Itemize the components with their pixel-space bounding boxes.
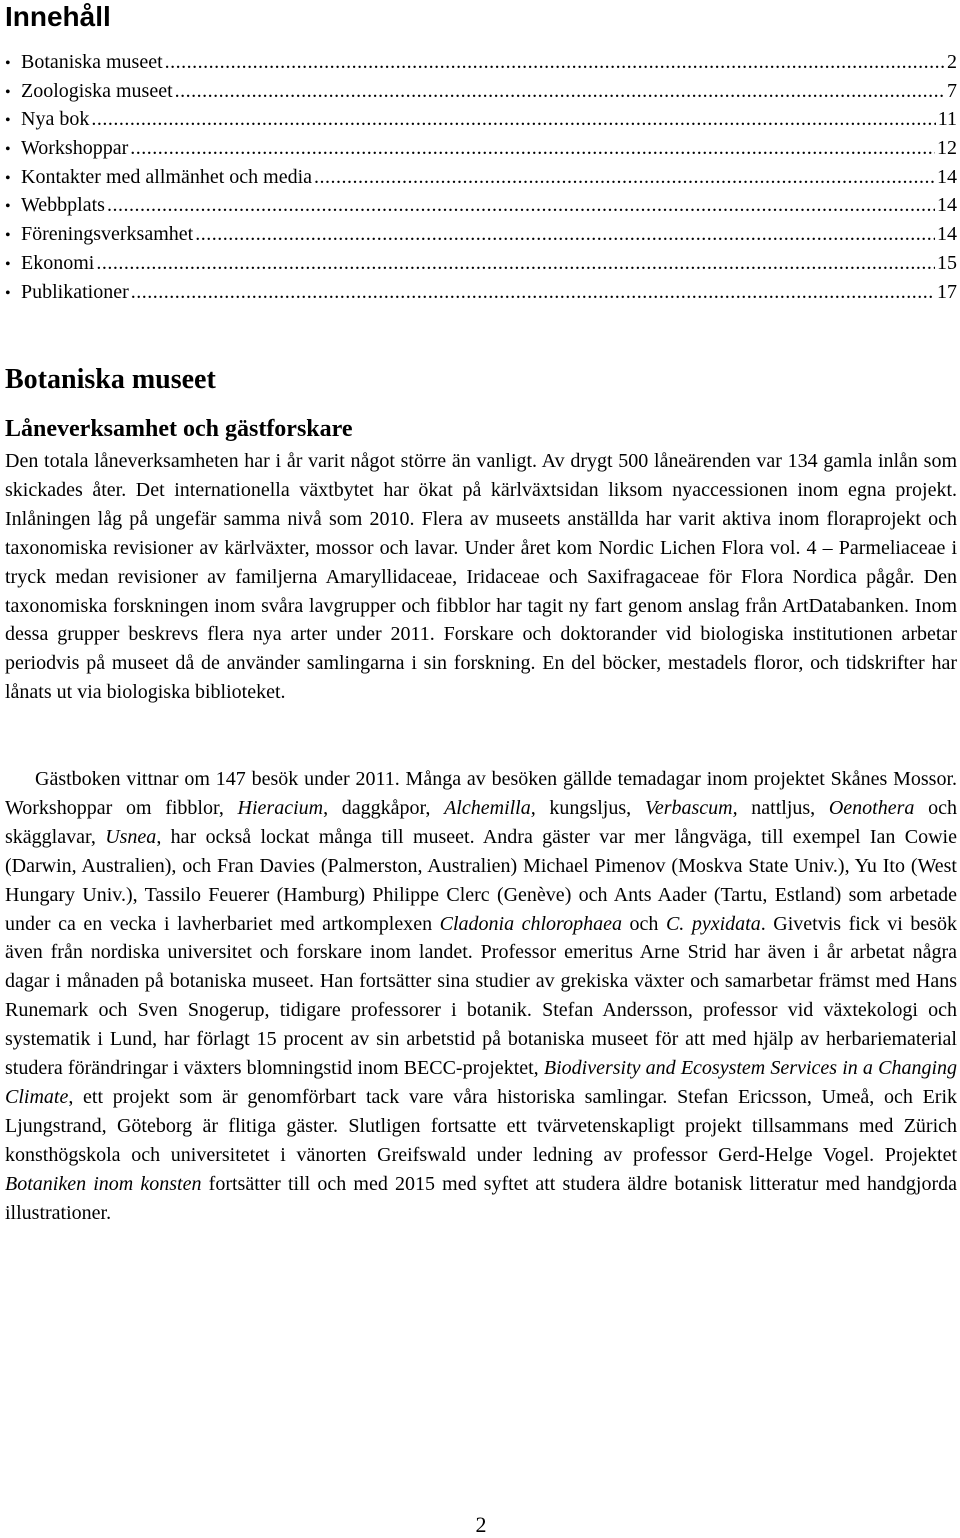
- toc-item[interactable]: [5, 48, 957, 77]
- text-run: , har också lockat många till museet. Andra gäster var mer långväga, till exempel Ian Cowie (Darwin, Australien), och Fran Davies (Palmerston, Australien) Michael Pimenov (Moskva State Univ.), Yu Ito (West Hungary Univ.), Tassilo Feuerer (Hamburg) Philippe Clerc (Genève) och Ants Aader (Tartu, Estland) som arbetade under ca en vecka i lavherbariet med artkomplexen: [5, 825, 957, 935]
- dot-leader: [107, 191, 935, 220]
- toc-item[interactable]: [5, 278, 957, 307]
- project-title: Biodiversity and Ecosystem Services in a Changing Climate: [5, 1057, 958, 1108]
- section-title: Botaniska museet: [5, 364, 216, 395]
- toc-item-page: 2: [947, 51, 957, 73]
- toc-item-label: Workshoppar: [21, 137, 129, 160]
- toc-item[interactable]: [5, 249, 957, 278]
- toc-item-page: 14: [937, 194, 957, 217]
- table-of-contents: [5, 48, 957, 306]
- toc-item-label: Kontakter med allmänhet och media: [21, 165, 313, 188]
- text-run: Gästboken vittnar om 147 besök under 2011. Många av besöken gällde temadagar inom projektet Skånes Mossor. Workshoppar om fibblor,: [5, 768, 957, 819]
- toc-item-page: 12: [937, 137, 957, 160]
- toc-item-label: Botaniska museet: [21, 51, 163, 73]
- species-name: Hieracium: [237, 796, 324, 819]
- page-number: 2: [475, 1512, 487, 1537]
- dot-leader: [96, 249, 935, 278]
- dot-leader: [195, 220, 935, 249]
- toc-item-label: Föreningsverksamhet: [21, 223, 194, 246]
- species-name: Verbascum,: [644, 796, 738, 819]
- species-name: Oenothera: [828, 796, 915, 819]
- toc-item[interactable]: [5, 220, 957, 249]
- text-run: och skägglavar,: [5, 796, 957, 848]
- dot-leader: [175, 77, 945, 106]
- paragraph-2: [5, 765, 957, 1228]
- toc-item-page: 11: [937, 108, 957, 131]
- dot-leader: [130, 134, 935, 163]
- toc-title: Innehåll: [5, 1, 111, 32]
- bullet-icon: •: [5, 198, 11, 216]
- toc-item-label: Nya bok: [21, 108, 90, 131]
- toc-item[interactable]: [5, 191, 957, 220]
- toc-item-label: Zoologiska museet: [21, 79, 173, 102]
- toc-item-page: 17: [937, 280, 957, 303]
- toc-item[interactable]: [5, 77, 957, 106]
- text-run: , daggkåpor,: [323, 796, 445, 819]
- toc-item-page: 7: [947, 79, 957, 102]
- bullet-icon: •: [5, 227, 11, 245]
- toc-item[interactable]: [5, 163, 957, 192]
- bullet-icon: •: [5, 284, 11, 302]
- species-name: Alchemilla,: [444, 796, 536, 819]
- species-name: Cladonia chlorophaea: [439, 912, 622, 935]
- toc-item-page: 15: [937, 251, 957, 274]
- toc-item-label: Publikationer: [21, 280, 129, 303]
- bullet-icon: •: [5, 55, 11, 72]
- paragraph-1: Den totala låneverksamheten har i år varit något större än vanligt. Av drygt 500 låneärenden var 134 gamla inlån som skickades åter. Det internationella växtbytet har ökat på kärlväxtsidan liksom nyaccessionen inom egna projekt. Inlåningen låg på ungefär samma nivå som 2010. Flera av museets anställda har varit aktiva inom floraprojekt och taxonomiska revisioner av kärlväxter, mossor och lavar. Under året kom Nordic Lichen Flora vol. 4 – Parmeliaceae i tryck medan revisioner av familjerna Amaryllidaceae, Iridaceae och Saxifragaceae för Flora Nordica pågår. Den taxonomiska forskningen inom svåra lavgrupper och fibblor har tagit ny fart genom anslag från ArtDatabanken. Inom dessa grupper beskrevs flera nya arter under 2011. Forskare och doktorander vid biologiska institutionen arbetar periodvis på museet då de använder samlingarna i sin forskning. En del böcker, mestadels floror, och tidskrifter har lånats ut via biologiska biblioteket.: [5, 450, 957, 704]
- bullet-icon: •: [5, 255, 11, 273]
- subsection-title: Låneverksamhet och gästforskare: [5, 416, 353, 442]
- toc-item-page: 14: [937, 223, 957, 246]
- bullet-icon: •: [5, 83, 11, 101]
- species-name: Usnea: [105, 825, 157, 848]
- toc-item-label: Webbplats: [21, 194, 105, 217]
- dot-leader: [131, 278, 935, 307]
- species-name: C. pyxidata: [665, 912, 761, 935]
- dot-leader: [314, 163, 935, 192]
- bullet-icon: •: [5, 112, 11, 130]
- toc-item[interactable]: [5, 105, 957, 134]
- toc-item[interactable]: [5, 134, 957, 163]
- bullet-icon: •: [5, 141, 11, 159]
- text-run: kungsljus,: [535, 796, 645, 819]
- bullet-icon: •: [5, 169, 11, 187]
- text-run: fortsätter till och med 2015 med syftet att studera äldre botanisk litteratur med handgjorda illustrationer.: [5, 1172, 958, 1224]
- text-run: , ett projekt som är genomförbart tack vare våra historiska samlingar. Stefan Ericsson, Umeå, och Erik Ljungstrand, Göteborg är flitiga gäster. Slutligen fortsatte ett tvärvetenskapligt projekt tillsammans med Zürich konsthögskola och universitetet i vänorten Greifswald under ledning av professor Gerd-Helge Vogel. Projektet: [5, 1085, 957, 1166]
- toc-item-page: 14: [937, 165, 957, 188]
- text-run: och: [621, 912, 666, 935]
- project-title: Botaniken inom konsten: [5, 1172, 202, 1195]
- dot-leader: [165, 48, 945, 77]
- dot-leader: [91, 105, 935, 134]
- text-run: . Givetvis fick vi besök även från nordiska universitet och forskare inom landet. Professor emeritus Arne Strid har även i år arbetat några dagar i månaden på botaniska museet. Han fortsätter sina studier av grekiska växter och samarbetar främst med Hans Runemark och Sven Snogerup, tidigare professorer i botanik. Stefan Andersson, professor vid växtekologi och systematik i Lund, har förlagt 15 procent av sin arbetstid på botaniska museet för att med hjälp av herbariematerial studera förändringar i växters blomningstid inom BECC-projektet,: [5, 912, 957, 1080]
- text-run: nattljus,: [737, 796, 829, 819]
- toc-item-label: Ekonomi: [21, 251, 95, 274]
